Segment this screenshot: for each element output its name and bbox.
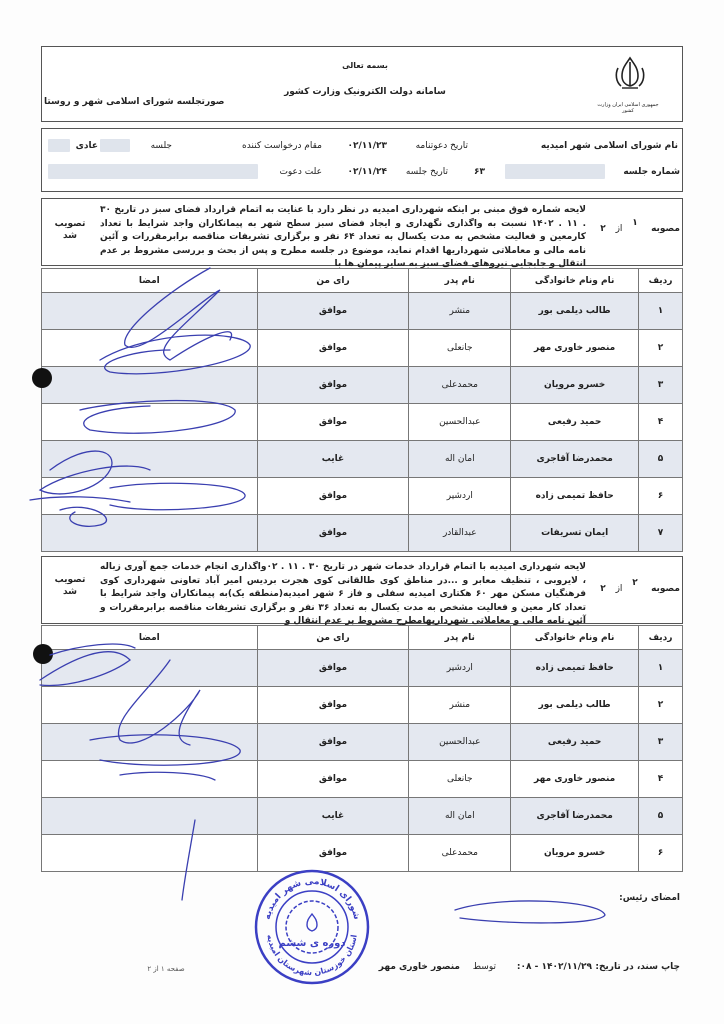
vote-table-2	[41, 625, 683, 872]
session-date-label: تاریخ جلسه	[405, 167, 448, 177]
resolution-2-text: لایحه شهرداری امیدیه با اتمام قرارداد خدمات شهر در تاریخ ۳۰ . ۱۱ . ۰۲واگذاری انجام خدمات جمع آوری زباله ، لایروبی ، تنظیف معابر و ...در مناطق کوی طالقانی کوی هجرت بردیس امیر آباد تعاونی شهرداری کوی فرهنگیان مسکن مهر ۶۰ هکتاری امیدیه سفلی و فاز ۶ شهر امیدیه(منطقه یک)به پیمانکاران واجد شرایط با تعداد کار معین و فعالیت مشخص به مدت یکسال به تعداد ۳۶ نفر و برگزاری تشریفات مناقصه برابرمقررات و آئین نامه مالی و معاملاتی شهرداریهامطرح مشروط بر عدم انتقال و	[100, 562, 586, 626]
vote-value: موافق	[257, 404, 409, 441]
father-name: اردشیر	[409, 650, 511, 687]
council-stamp	[253, 868, 371, 986]
table-row	[42, 293, 683, 330]
resolution-1-total: ۲	[600, 224, 606, 234]
table-row	[42, 724, 683, 761]
resolution-1-label: مصوبه	[651, 224, 680, 234]
col-header: ردیف	[639, 269, 683, 293]
father-name: منشر	[409, 687, 511, 724]
signature-cell	[42, 330, 258, 367]
resolution-1-text: لایحه شماره فوق مبنی بر اینکه شهرداری امیدیه در نظر دارد با عنایت به اتمام قرارداد فضای سبز در تاریخ ۳۰ . ۱۱ . ۱۴۰۲ نسبت به واگذاری نگهداری و ایجاد فضای سبز سطح شهر به پیمانکاران واجد شرایط با تعداد کارمعین و فعالیت مشخص به مدت یکسال به تعداد ۶۴ نفر و برگزاری تشریفات مناقصه برابرمقررات و آئین نامه مالی و معاملاتی شهرداریها اقدام نماید، موضوع در جلسه مطرح و پس از بحث و بررسی مشروط بر عدم انتقال و جابجایی نیروهای فضای سبز به سایر پیمان ها با	[100, 205, 587, 269]
father-name: اردشیر	[409, 478, 511, 515]
printed-by: منصور خاوری مهر	[378, 962, 460, 972]
resolution-1-status: تصویب شد	[54, 219, 86, 241]
signature-cell	[42, 650, 258, 687]
table-row	[42, 330, 683, 367]
table-row	[42, 478, 683, 515]
row-number: ۳	[639, 367, 683, 404]
table-row	[42, 367, 683, 404]
member-name: طالب دیلمی بور	[511, 293, 639, 330]
table-row	[42, 515, 683, 552]
row-number: ۴	[639, 761, 683, 798]
member-name: حمید رفیعی	[511, 404, 639, 441]
redacted-field	[48, 164, 258, 179]
vote-value: موافق	[257, 650, 409, 687]
row-number: ۵	[639, 441, 683, 478]
session-number-label: شماره جلسه	[623, 167, 680, 177]
vote-value: موافق	[257, 515, 409, 552]
invite-reason-label: علت دعوت	[279, 167, 322, 177]
signature-cell	[42, 761, 258, 798]
document-title: صورتجلسه شورای اسلامی شهر و روستا	[44, 97, 225, 107]
system-name: سامانه دولت الکترونیک وزارت کشور	[284, 87, 446, 97]
vote-value: موافق	[257, 761, 409, 798]
member-name: حمید رفیعی	[511, 724, 639, 761]
row-number: ۷	[639, 515, 683, 552]
col-header: نام پدر	[409, 626, 511, 650]
page-info: صفحه ۱ از ۲	[147, 965, 185, 973]
signature-cell	[42, 478, 258, 515]
father-name: امان اله	[409, 441, 511, 478]
member-name: منصور خاوری مهر	[511, 761, 639, 798]
member-name: حافظ تمیمی زاده	[511, 650, 639, 687]
council-name: نام شورای اسلامی شهر امیدیه	[540, 141, 678, 151]
session-number: ۶۳	[474, 167, 485, 177]
signature-cell	[42, 404, 258, 441]
punch-hole	[32, 368, 52, 388]
session-info-box	[41, 128, 683, 192]
signature-cell	[42, 835, 258, 872]
requester-label: مقام درخواست کننده	[241, 141, 322, 151]
col-header: نام پدر	[409, 269, 511, 293]
chair-signature-label: امضای رئیس:	[619, 893, 680, 903]
print-label: چاپ سند، در تاریخ:	[595, 962, 680, 972]
signature-cell	[42, 687, 258, 724]
row-number: ۵	[639, 798, 683, 835]
invite-date: ۰۲/۱۱/۲۳	[347, 141, 387, 151]
vote-table-1	[41, 268, 683, 552]
resolution-1-of: از	[615, 224, 623, 234]
table-row	[42, 798, 683, 835]
vote-value: موافق	[257, 835, 409, 872]
member-name: حافظ تمیمی زاده	[511, 478, 639, 515]
vote-value: موافق	[257, 724, 409, 761]
member-name: منصور خاوری مهر	[511, 330, 639, 367]
vote-value: موافق	[257, 687, 409, 724]
father-name: عبدالحسین	[409, 724, 511, 761]
vote-value: موافق	[257, 478, 409, 515]
stamp-text-bottom: استان خوزستان شهرستان امیدیه	[265, 933, 359, 978]
resolution-1-index: ۱	[632, 218, 638, 228]
father-name: منشر	[409, 293, 511, 330]
row-number: ۱	[639, 650, 683, 687]
col-header: رای من	[257, 626, 409, 650]
signature-cell	[42, 441, 258, 478]
row-number: ۶	[639, 478, 683, 515]
member-name: محمدرضا آقاجری	[511, 798, 639, 835]
row-number: ۶	[639, 835, 683, 872]
father-name: جانعلی	[409, 330, 511, 367]
table-row	[42, 650, 683, 687]
father-name: عبدالقادر	[409, 515, 511, 552]
signature-scribble	[455, 901, 605, 923]
session-date: ۰۲/۱۱/۲۴	[347, 167, 387, 177]
row-number: ۳	[639, 724, 683, 761]
header-box	[41, 46, 683, 122]
vote-value: موافق	[257, 367, 409, 404]
resolution-2-label: مصوبه	[651, 584, 680, 594]
redacted-field	[48, 139, 70, 152]
col-header: نام ونام خانوادگی	[511, 269, 639, 293]
table-row	[42, 687, 683, 724]
resolution-2-total: ۲	[600, 584, 606, 594]
father-name: محمدعلی	[409, 367, 511, 404]
session-label: جلسه	[150, 141, 172, 151]
col-header: ردیف	[639, 626, 683, 650]
table-header	[42, 626, 683, 650]
col-header: رای من	[257, 269, 409, 293]
signature-cell	[42, 798, 258, 835]
member-name: خسرو مرویان	[511, 367, 639, 404]
resolution-2-index: ۲	[632, 578, 638, 588]
vote-value: موافق	[257, 330, 409, 367]
bismillah: بسمه تعالی	[342, 61, 388, 70]
father-name: عبدالحسین	[409, 404, 511, 441]
punch-hole	[33, 644, 53, 664]
row-number: ۱	[639, 293, 683, 330]
member-name: محمدرضا آقاجری	[511, 441, 639, 478]
col-header: امضا	[42, 626, 258, 650]
father-name: محمدعلی	[409, 835, 511, 872]
redacted-field	[505, 164, 605, 179]
father-name: جانعلی	[409, 761, 511, 798]
signature-cell	[42, 515, 258, 552]
table-row	[42, 441, 683, 478]
invite-date-label: تاریخ دعوتنامه	[415, 141, 468, 151]
stamp-text-top: شورای اسلامی شهر امیدیه	[262, 876, 362, 921]
table-row	[42, 761, 683, 798]
member-name: طالب دیلمی بور	[511, 687, 639, 724]
logo-caption: جمهوری اسلامی ایران وزارت کشور	[597, 102, 659, 114]
member-name: ایمان تسریفات	[511, 515, 639, 552]
stamp-text-mid: دوره ی ششم	[278, 938, 346, 949]
resolution-2-of: از	[615, 584, 623, 594]
resolution-2-status: تصویب شد	[54, 575, 86, 597]
col-header: نام ونام خانوادگی	[511, 626, 639, 650]
printed-by-label: توسط	[472, 962, 496, 972]
father-name: امان اله	[409, 798, 511, 835]
signature-cell	[42, 367, 258, 404]
row-number: ۴	[639, 404, 683, 441]
table-header	[42, 269, 683, 293]
signature-cell	[42, 724, 258, 761]
vote-value: موافق	[257, 293, 409, 330]
row-number: ۲	[639, 687, 683, 724]
print-date: ۱۴۰۲/۱۱/۲۹ - ۰۸:	[516, 962, 592, 972]
vote-value: غایب	[257, 441, 409, 478]
table-row	[42, 835, 683, 872]
vote-value: غایب	[257, 798, 409, 835]
session-type: عادی	[75, 141, 98, 151]
row-number: ۲	[639, 330, 683, 367]
table-row	[42, 404, 683, 441]
member-name: خسرو مرویان	[511, 835, 639, 872]
col-header: امضا	[42, 269, 258, 293]
redacted-field	[100, 139, 130, 152]
signature-cell	[42, 293, 258, 330]
